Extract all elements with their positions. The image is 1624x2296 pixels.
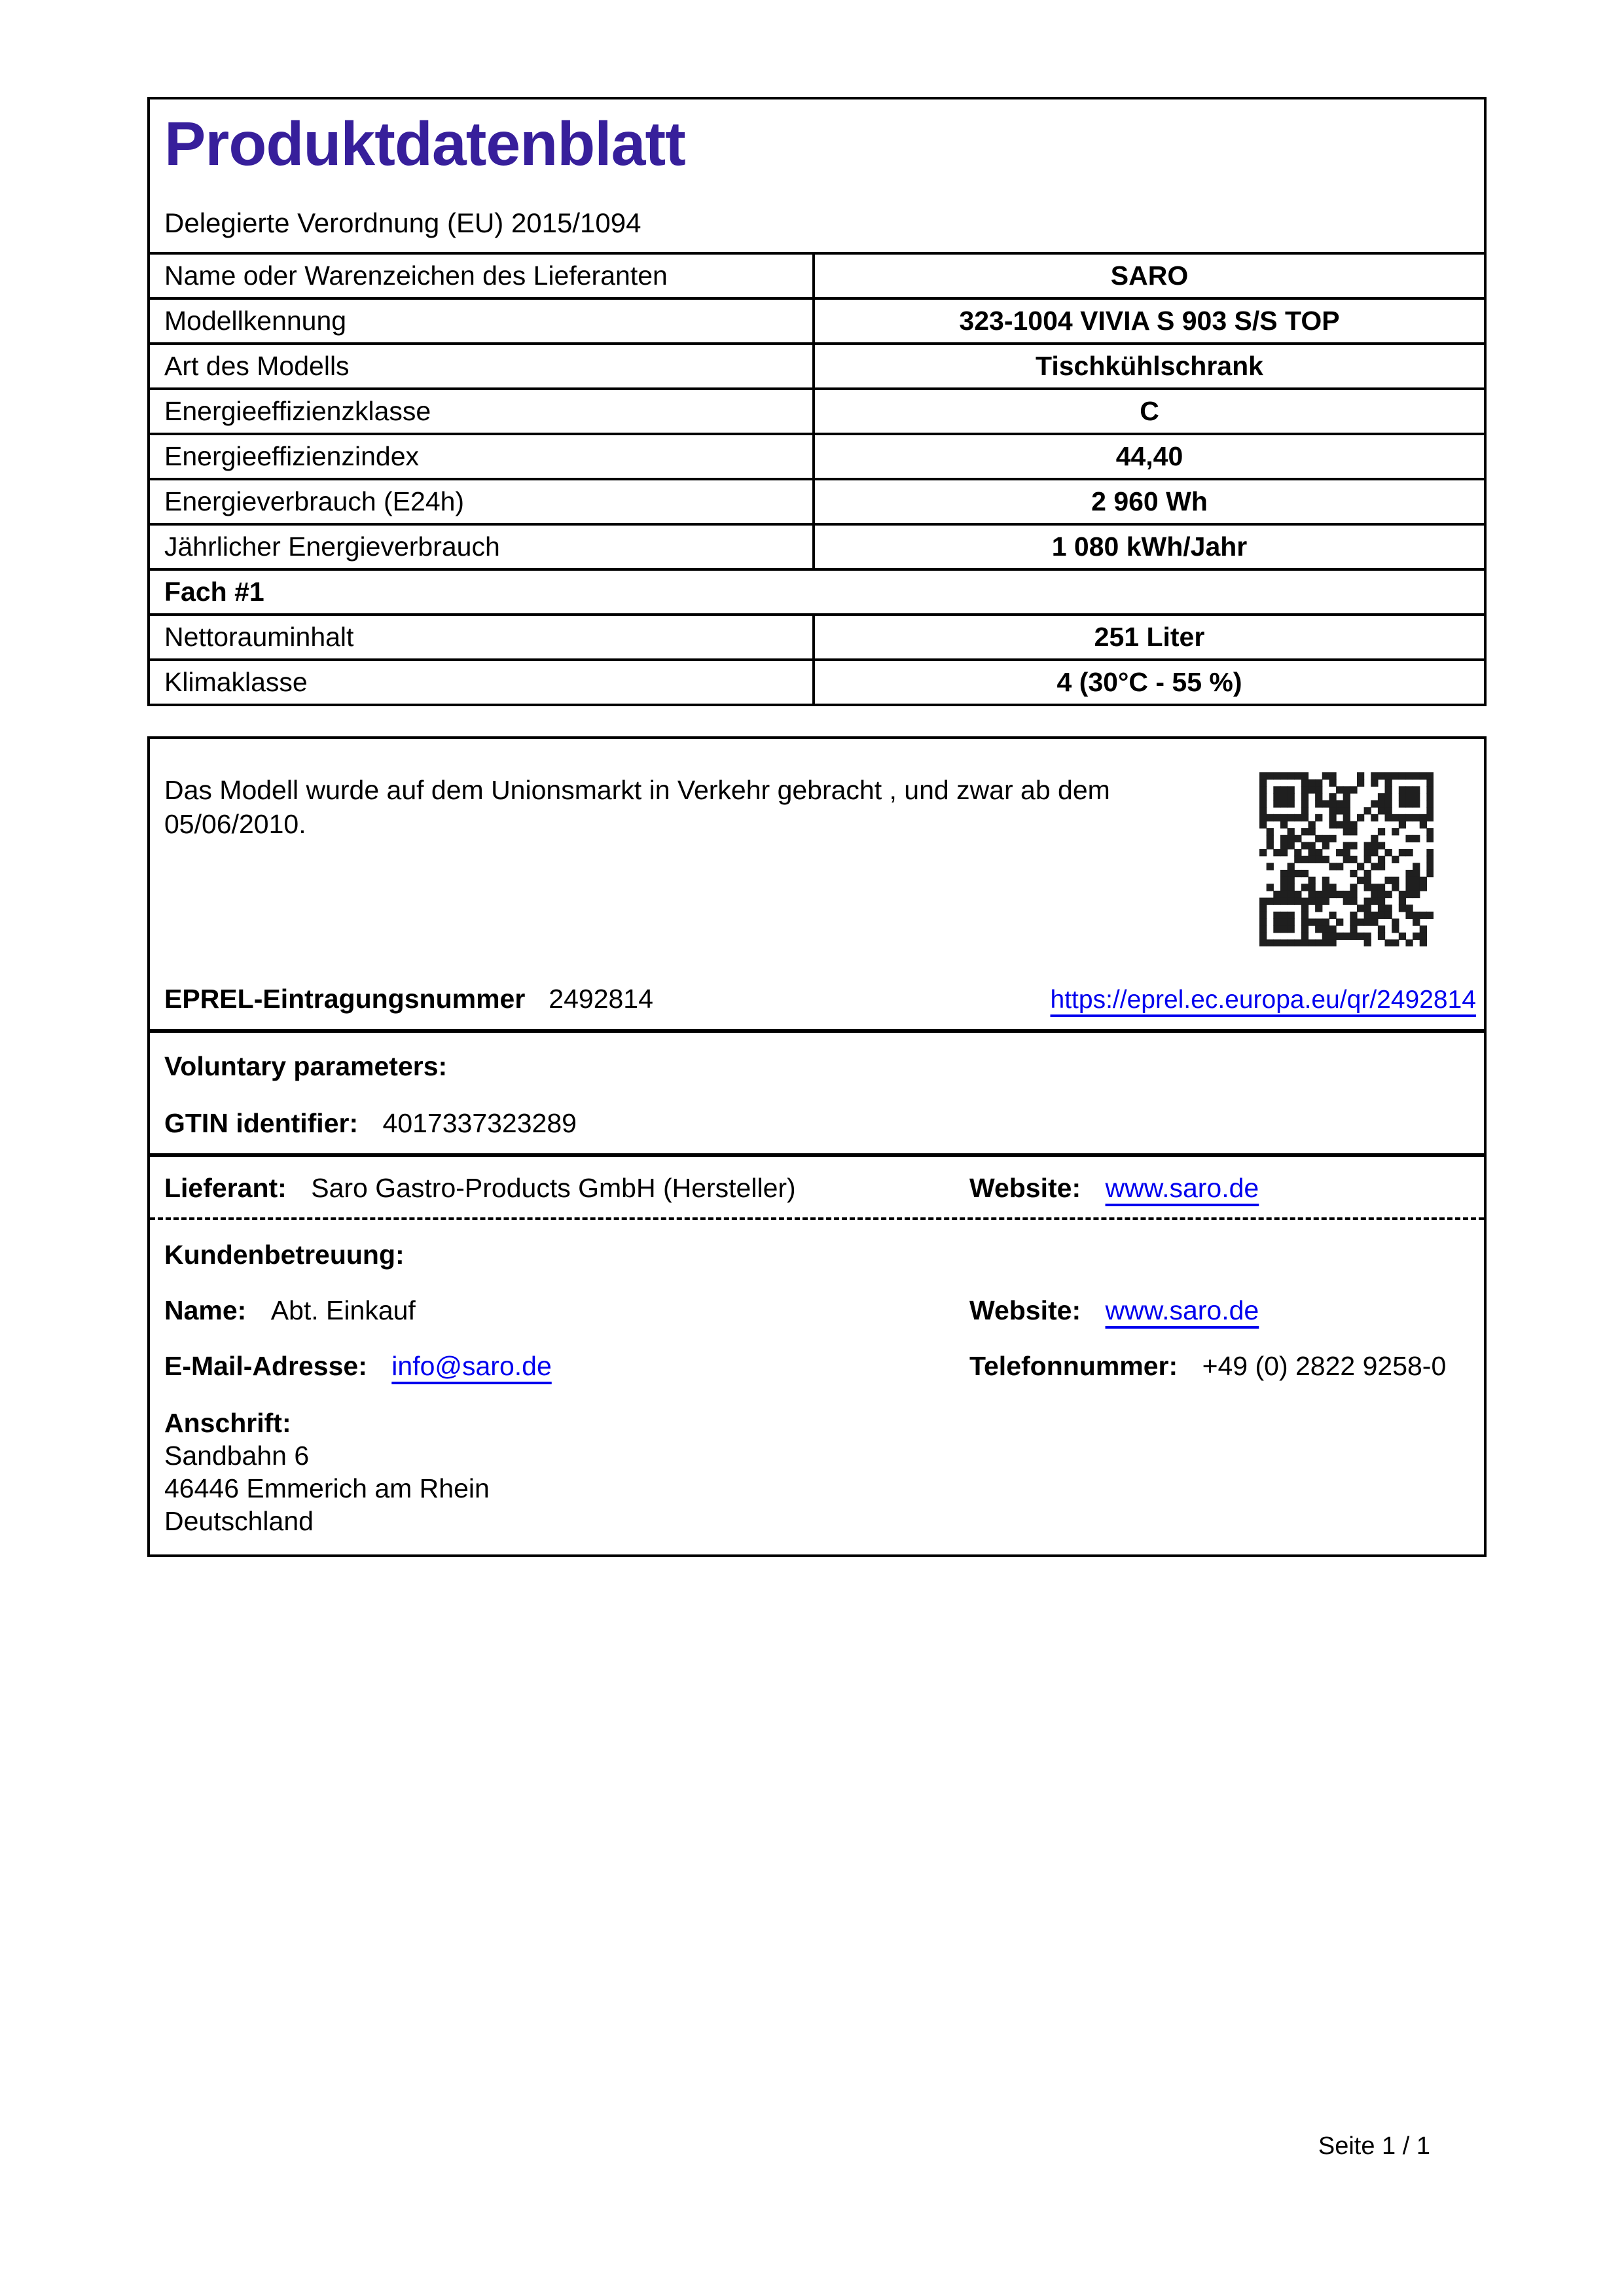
table-section-header bbox=[150, 568, 1484, 613]
row-value: SARO bbox=[1110, 260, 1189, 291]
address-label: Anschrift: bbox=[164, 1408, 291, 1438]
row-label: Name oder Warenzeichen des Lieferanten bbox=[150, 255, 815, 297]
row-value: 323-1004 VIVIA S 903 S/S TOP bbox=[959, 306, 1340, 336]
row-value: 44,40 bbox=[1115, 441, 1183, 471]
market-placement-section bbox=[150, 739, 1484, 1033]
page-number: Seite 1 / 1 bbox=[1318, 2132, 1430, 2160]
row-label: Jährlicher Energieverbrauch bbox=[150, 526, 815, 568]
gtin-label: GTIN identifier: bbox=[164, 1108, 359, 1138]
support-email-link[interactable]: info@saro.de bbox=[391, 1351, 552, 1381]
page-title: Produktdatenblatt bbox=[164, 109, 685, 179]
eprel-label: EPREL-Eintragungsnummer bbox=[164, 984, 526, 1014]
section-header-label: Fach #1 bbox=[164, 577, 264, 607]
row-label: Energieeffizienzindex bbox=[150, 435, 815, 478]
eprel-number: 2492814 bbox=[549, 984, 653, 1014]
table-row bbox=[150, 387, 1484, 433]
email-label: E-Mail-Adresse: bbox=[164, 1351, 367, 1381]
row-label: Klimaklasse bbox=[150, 661, 815, 704]
row-label: Energieverbrauch (E24h) bbox=[150, 480, 815, 523]
row-value: C bbox=[1140, 396, 1159, 426]
eprel-row bbox=[164, 984, 1476, 1014]
row-label: Energieeffizienzklasse bbox=[150, 390, 815, 433]
voluntary-parameters-section bbox=[150, 1033, 1484, 1157]
market-placement-statement: Das Modell wurde auf dem Unionsmarkt in Verkehr gebracht , und zwar ab dem 05/06/2010. bbox=[164, 775, 1110, 839]
table-row bbox=[150, 297, 1484, 342]
row-value: Tischkühlschrank bbox=[1036, 351, 1263, 381]
row-value: 251 Liter bbox=[1094, 622, 1205, 652]
gtin-row bbox=[164, 1108, 1476, 1139]
row-label: Nettorauminhalt bbox=[150, 616, 815, 658]
supplier-info-card bbox=[147, 736, 1487, 1557]
website-label: Website: bbox=[969, 1295, 1081, 1325]
support-name-label: Name: bbox=[164, 1295, 247, 1325]
support-name-row bbox=[164, 1295, 1476, 1326]
address-line: Deutschland bbox=[164, 1506, 314, 1536]
regulation-subtitle: Delegierte Verordnung (EU) 2015/1094 bbox=[164, 207, 641, 238]
supplier-label: Lieferant: bbox=[164, 1173, 287, 1203]
table-row bbox=[150, 478, 1484, 523]
supplier-website-link[interactable]: www.saro.de bbox=[1105, 1173, 1259, 1203]
row-label: Modellkennung bbox=[150, 300, 815, 342]
product-datasheet-card bbox=[147, 97, 1487, 706]
datasheet-header bbox=[150, 99, 1484, 252]
voluntary-parameters-heading: Voluntary parameters: bbox=[164, 1051, 448, 1081]
supplier-website-row bbox=[969, 1173, 1476, 1204]
address-line: Sandbahn 6 bbox=[164, 1441, 310, 1471]
eprel-link[interactable]: https://eprel.ec.europa.eu/qr/2492814 bbox=[1050, 986, 1476, 1014]
gtin-value: 4017337323289 bbox=[382, 1108, 577, 1138]
row-value: 1 080 kWh/Jahr bbox=[1051, 531, 1248, 562]
table-row bbox=[150, 252, 1484, 297]
phone-value: +49 (0) 2822 9258-0 bbox=[1202, 1351, 1447, 1381]
support-name-value: Abt. Einkauf bbox=[270, 1295, 416, 1325]
phone-label: Telefonnummer: bbox=[969, 1351, 1178, 1381]
website-label: Website: bbox=[969, 1173, 1081, 1203]
customer-support-heading: Kundenbetreuung: bbox=[164, 1240, 405, 1270]
supplier-name: Saro Gastro-Products GmbH (Hersteller) bbox=[311, 1173, 796, 1203]
row-value: 2 960 Wh bbox=[1091, 486, 1208, 516]
table-row bbox=[150, 342, 1484, 387]
address-line: 46446 Emmerich am Rhein bbox=[164, 1473, 490, 1503]
customer-support-section bbox=[150, 1220, 1484, 1554]
row-value: 4 (30°C - 55 %) bbox=[1056, 667, 1242, 697]
address-block bbox=[164, 1407, 1476, 1537]
table-row bbox=[150, 433, 1484, 478]
support-contact-row bbox=[164, 1351, 1476, 1382]
table-row bbox=[150, 613, 1484, 658]
supplier-row bbox=[164, 1173, 969, 1204]
support-website-link[interactable]: www.saro.de bbox=[1105, 1295, 1259, 1325]
table-row bbox=[150, 658, 1484, 704]
qr-code bbox=[1259, 772, 1434, 946]
row-label: Art des Modells bbox=[150, 345, 815, 387]
supplier-section bbox=[150, 1157, 1484, 1220]
table-row bbox=[150, 523, 1484, 568]
